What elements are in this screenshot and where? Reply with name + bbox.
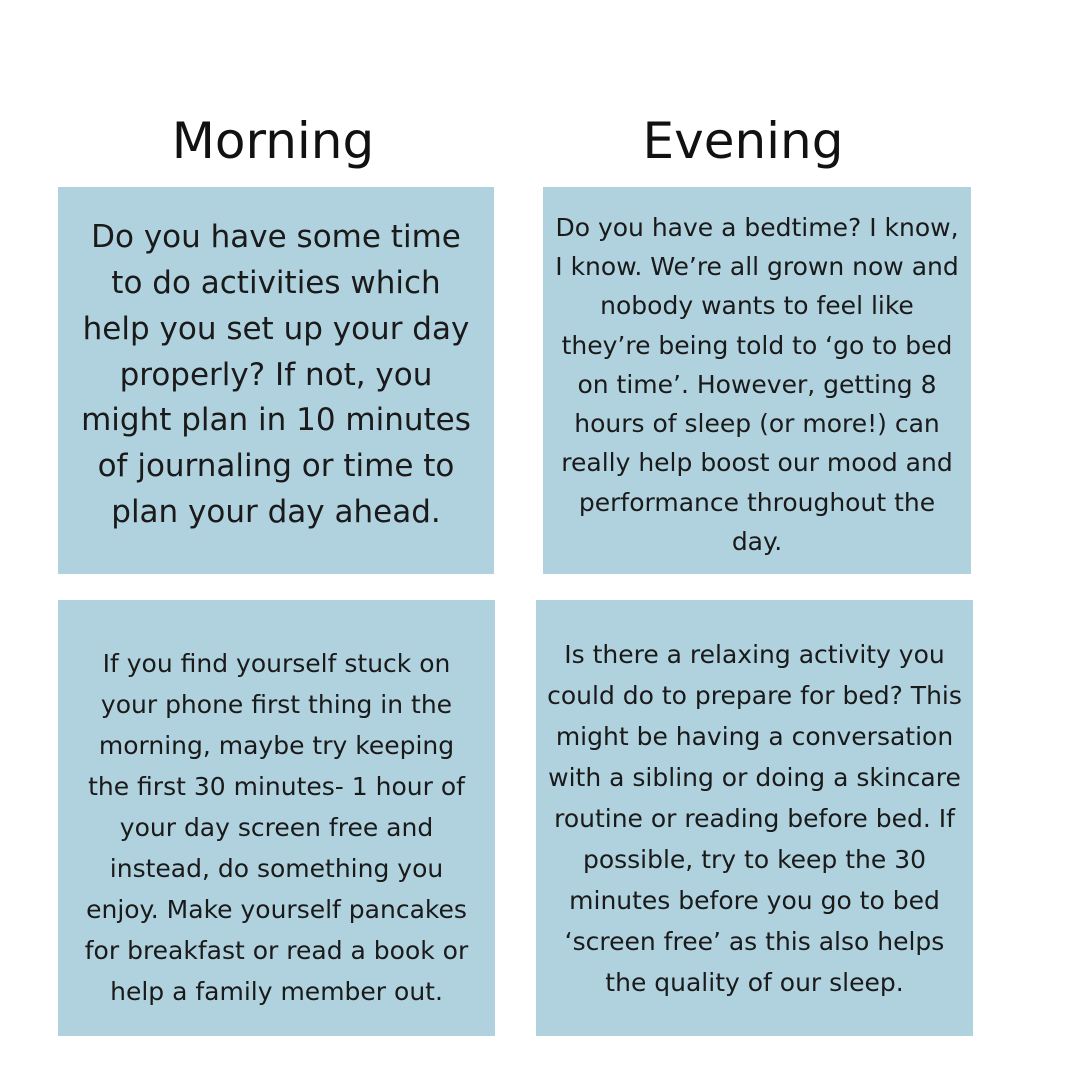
evening-tip-text-2: Is there a relaxing activity you could do to prepare for bed? This might be having a conversation with a sibling or doing a skincare routine or reading before bed. If possible, try to keep the 30 minutes before you go to bed ‘screen free’ as this also helps the quality of our sleep. — [547, 639, 962, 997]
morning-heading: Morning — [171, 112, 375, 170]
morning-tip-card-2 — [58, 600, 495, 1036]
evening-tip-card-2 — [536, 600, 973, 1036]
morning-tip-text-1: Do you have some time to do activities which help you set up your day properly? If not, you might plan in 10 minutes of journaling or time to plan your day ahead. — [81, 219, 471, 530]
evening-heading: Evening — [642, 112, 844, 170]
morning-tip-card-1 — [58, 187, 494, 574]
evening-tip-card-1 — [543, 187, 971, 574]
morning-tip-text-2: If you find yourself stuck on your phone first thing in the morning, maybe try keeping the first 30 minutes- 1 hour of your day screen free and instead, do something you enjoy. Make yourself pancakes for breakfast or read a book or help a family member out. — [84, 648, 469, 1006]
evening-tip-text-1: Do you have a bedtime? I know, I know. We’re all grown now and nobody wants to feel like they’re being told to ‘go to bed on time’. However, getting 8 hours of sleep (or more!) can really help boost our mood and performance throughout the day. — [555, 212, 959, 557]
